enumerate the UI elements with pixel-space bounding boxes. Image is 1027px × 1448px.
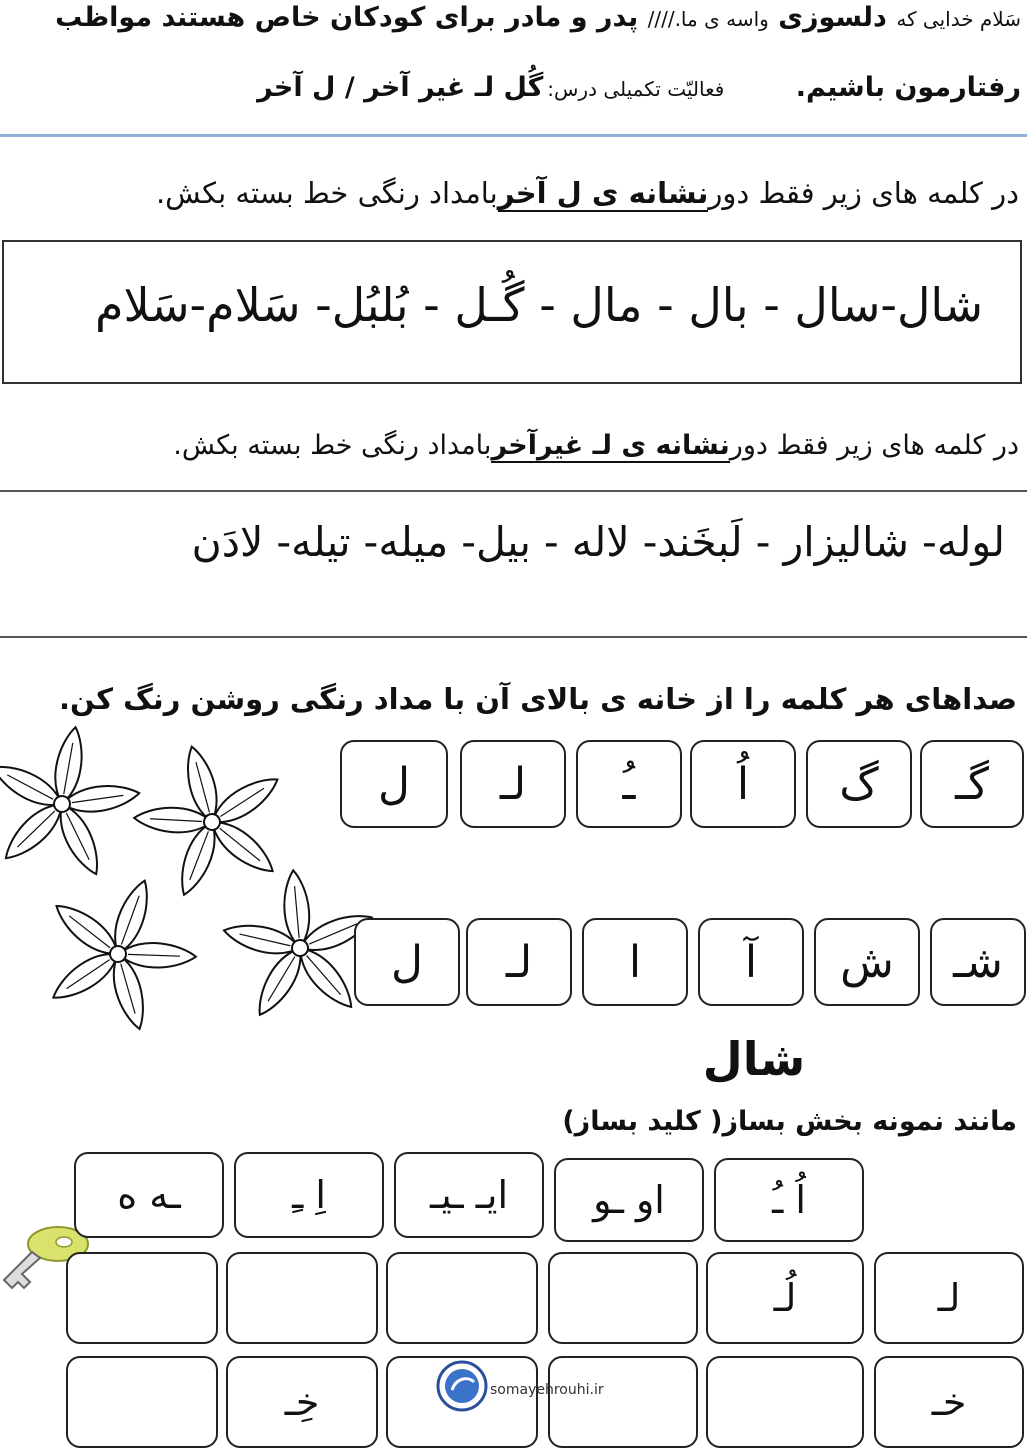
section1-words[interactable]: شال-سال - بال - مال - گُـل - بُلبُل- سَلام-سَلام <box>95 278 983 332</box>
row1-tile-6[interactable]: ل <box>340 740 448 828</box>
row2-tile-6[interactable]: ل <box>354 918 460 1006</box>
greeting-bold: دلسوزی <box>778 2 887 33</box>
section1-instruction <box>9 176 1019 210</box>
section1-instruction-pre: در کلمه های زیر فقط دور <box>708 176 1019 210</box>
section3-instruction: صداهای هر کلمه را از خانه ی بالای آن با مداد رنگی روشن رنگ کن. <box>59 682 1017 716</box>
key-row3-tile-3[interactable] <box>548 1356 698 1448</box>
key-row1-tile-3[interactable]: ایـ ـیـ <box>394 1152 544 1238</box>
section1-instruction-highlight: نشانه ی ل آخر <box>497 176 709 210</box>
header-divider <box>0 134 1027 137</box>
header-line2-start: رفتارمون باشیم. <box>795 72 1021 103</box>
header-line-2 <box>6 72 1021 103</box>
key-row1-tile-2[interactable]: او ـو <box>554 1158 704 1242</box>
key-row3-tile-5[interactable]: خِـ <box>226 1356 378 1448</box>
section2-instruction-pre: در کلمه های زیر فقط دور <box>729 430 1019 461</box>
sample-word: شال <box>702 1032 806 1086</box>
row2-tile-1[interactable]: شـ <box>930 918 1026 1006</box>
row1-tile-4[interactable]: ـُ <box>576 740 682 828</box>
row2-tile-3[interactable]: آ <box>698 918 804 1006</box>
row2-tile-4[interactable]: ا <box>582 918 688 1006</box>
row1-tile-3[interactable]: اُ <box>690 740 796 828</box>
section2-top-rule <box>0 490 1027 492</box>
key-row1-tile-5[interactable]: ـه ه <box>74 1152 224 1238</box>
section2-instruction-post: بامداد رنگی خط بسته بکش. <box>173 430 492 461</box>
key-row2-tile-5[interactable] <box>226 1252 378 1344</box>
section4-instruction: مانند نمونه بخش بساز( کلید بساز) <box>562 1106 1017 1137</box>
flowers-decoration <box>0 722 380 1052</box>
key-row1-tile-1[interactable]: اُ ـُ <box>714 1158 864 1242</box>
greeting-mid: واسه ی ما.//// <box>647 7 769 31</box>
section2-instruction-highlight: نشانه ی لـ غیرآخر <box>491 430 730 461</box>
key-row1-tile-4[interactable]: اِ ـِ <box>234 1152 384 1238</box>
key-row2-tile-3[interactable] <box>548 1252 698 1344</box>
row2-tile-5[interactable]: لـ <box>466 918 572 1006</box>
row1-tile-5[interactable]: لـ <box>460 740 566 828</box>
activity-label: فعالیّت تکمیلی درس: <box>547 77 725 101</box>
key-row3-tile-6[interactable] <box>66 1356 218 1448</box>
greeting-text: سَلام خدایی که <box>896 7 1021 31</box>
section2-bottom-rule <box>0 636 1027 638</box>
key-row3-tile-1[interactable]: خـ <box>874 1356 1024 1448</box>
key-row2-tile-2[interactable]: لُـ <box>706 1252 864 1344</box>
flower-1 <box>0 722 152 887</box>
key-row2-tile-4[interactable] <box>386 1252 538 1344</box>
row1-tile-2[interactable]: گ <box>806 740 912 828</box>
site-logo-icon <box>436 1360 488 1412</box>
row2-tile-2[interactable]: ش <box>814 918 920 1006</box>
footer-site[interactable]: somayehrouhi.ir <box>490 1382 604 1398</box>
key-row2-tile-1[interactable]: لـ <box>874 1252 1024 1344</box>
row1-tile-1[interactable]: گـ <box>920 740 1024 828</box>
key-row3-tile-2[interactable] <box>706 1356 864 1448</box>
key-row2-tile-6[interactable] <box>66 1252 218 1344</box>
section1-instruction-post: بامداد رنگی خط بسته بکش. <box>155 176 498 210</box>
greeting-rest: پدر و مادر برای کودکان خاص هستند مواظب <box>55 2 639 33</box>
section2-instruction <box>9 430 1019 461</box>
lesson-title: گُل لـ غیر آخر / ل آخر <box>257 72 544 103</box>
section2-words[interactable]: لوله- شالیزار - لَبخَند- لاله - بیل- میله- تیله- لادَن <box>191 518 1005 566</box>
header-line-1 <box>6 2 1021 33</box>
